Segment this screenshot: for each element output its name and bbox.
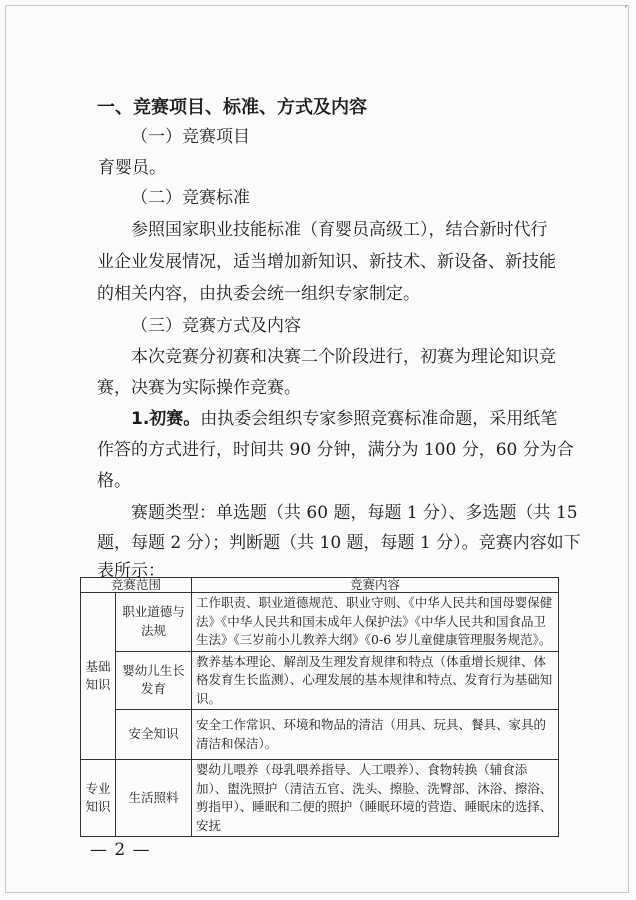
corner-mark: ´ — [623, 6, 628, 17]
subsection-2-heading: （二）竞赛标准 — [131, 188, 250, 208]
content-growth-development: 教养基本理论、解剖及生理发育规律和特点（体重增长规律、体格发育生长监测）、心理发展的基本规律和特点、发育行为基础知识。 — [192, 651, 559, 710]
table-row — [81, 710, 559, 760]
header-scope: 竞赛范围 — [81, 578, 192, 593]
question-types-line2: 题，每题 2 分）；判断题（共 10 题，每题 1 分）。竞赛内容如下 — [97, 533, 581, 553]
preliminary-label: 1.初赛。 — [131, 409, 201, 429]
category-professional-knowledge: 专业知识 — [81, 760, 116, 837]
subsection-2-para-line2: 业企业发展情况，适当增加新知识、新技术、新设备、新技能 — [97, 252, 556, 272]
subsection-2-para-line1: 参照国家职业技能标准（育婴员高级工），结合新时代行 — [131, 220, 548, 240]
preliminary-para-line1 — [131, 404, 557, 429]
subcategory-ethics-law: 职业道德与法规 — [116, 593, 192, 652]
table-header-row — [81, 578, 559, 593]
preliminary-line1-text: 由执委会组织专家参照竞赛标准命题，采用纸笔 — [200, 409, 558, 429]
subsection-1-text: 育婴员。 — [98, 158, 166, 178]
subcategory-safety: 安全知识 — [116, 710, 192, 760]
table-row — [81, 651, 559, 710]
subcategory-daily-care: 生活照料 — [116, 760, 192, 837]
table-row — [81, 760, 559, 837]
subsection-3-para-line2: 赛，决赛为实际操作竞赛。 — [97, 378, 301, 398]
subcategory-growth-development: 婴幼儿生长发育 — [116, 651, 192, 710]
subsection-3-para-line1: 本次竞赛分初赛和决赛二个阶段进行，初赛为理论知识竞 — [131, 347, 556, 367]
content-safety: 安全工作常识、环境和物品的清洁（用具、玩具、餐具、家具的清洁和保洁）。 — [192, 710, 559, 760]
subsection-3-heading: （三）竞赛方式及内容 — [131, 316, 301, 336]
subsection-2-para-line3: 的相关内容，由执委会统一组织专家制定。 — [97, 284, 420, 304]
table-row — [81, 593, 559, 652]
subsection-1-heading: （一）竞赛项目 — [131, 127, 250, 147]
competition-content-table — [80, 577, 559, 837]
section-heading: 一、竞赛项目、标准、方式及内容 — [97, 97, 367, 118]
question-types-line1: 赛题类型：单选题（共 60 题，每题 1 分）、多选题（共 15 — [131, 503, 578, 523]
content-daily-care: 婴幼儿喂养（母乳喂养指导、人工喂养）、食物转换（辅食添加）、盥洗照护（清洁五官、洗头、擦脸、洗臀部、沐浴、擦浴、剪指甲）、睡眠和二便的照护（睡眠环境的营造、睡眠床的选择、安抚 — [192, 760, 559, 837]
category-basic-knowledge: 基础知识 — [81, 593, 116, 760]
page-number: — 2 — — [90, 840, 151, 860]
question-types-line3: 表所示： — [97, 561, 165, 581]
preliminary-para-line2: 作答的方式进行，时间共 90 分钟，满分为 100 分，60 分为合 — [97, 440, 574, 460]
content-ethics-law: 工作职责、职业道德规范、职业守则、《中华人民共和国母婴保健法》《中华人民共和国未成年人保护法》《中华人民共和国食品卫生法》《三岁前小儿教养大纲》《0-6 岁儿童健康管理服务规范》。 — [192, 593, 559, 652]
header-content: 竞赛内容 — [192, 578, 559, 593]
preliminary-para-line3: 格。 — [97, 471, 131, 491]
